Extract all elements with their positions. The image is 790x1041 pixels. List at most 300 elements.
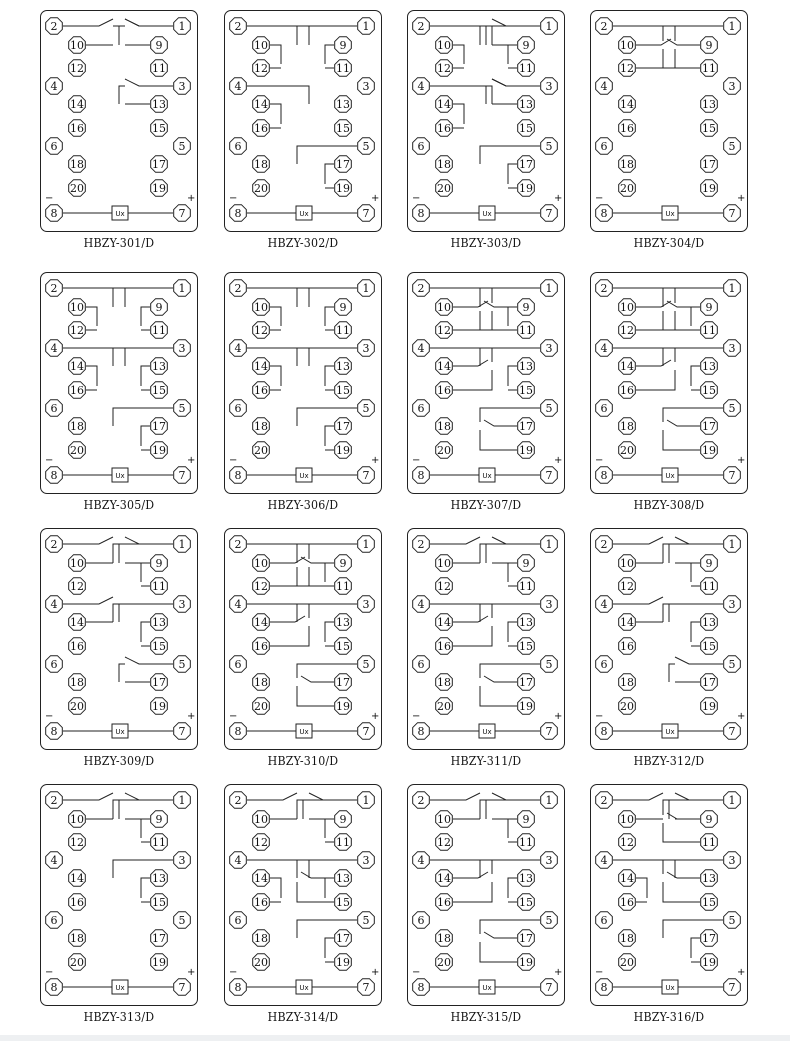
terminal-10	[253, 37, 270, 54]
terminal-15	[335, 894, 352, 911]
terminal-number: 12	[620, 324, 634, 337]
terminal-14	[69, 614, 86, 631]
terminal-12	[436, 322, 453, 339]
terminal-3	[541, 596, 558, 613]
terminal-number: 15	[152, 896, 166, 909]
terminal-number: 2	[50, 20, 58, 33]
terminal-17	[518, 418, 535, 435]
terminal-18	[619, 418, 636, 435]
terminal-number: 19	[519, 182, 533, 195]
terminal-9	[701, 299, 718, 316]
terminal-13	[701, 358, 718, 375]
terminal-diagram-panel	[40, 784, 198, 1006]
terminal-number: 14	[70, 616, 84, 629]
terminal-13	[518, 870, 535, 887]
terminal-number: 9	[522, 39, 530, 52]
terminal-9	[151, 299, 168, 316]
minus-sign: −	[412, 711, 421, 722]
terminal-number: 6	[600, 402, 608, 415]
terminal-number: 3	[545, 598, 553, 611]
terminal-18	[253, 156, 270, 173]
terminal-1	[724, 18, 741, 35]
terminal-2	[413, 792, 430, 809]
terminal-diagram-panel	[407, 10, 565, 232]
terminal-number: 3	[362, 598, 370, 611]
terminal-number: 19	[702, 182, 716, 195]
terminal-number: 10	[70, 301, 84, 314]
terminal-number: 3	[178, 854, 186, 867]
relay-model-card	[40, 10, 202, 260]
terminal-number: 2	[600, 794, 608, 807]
terminal-number: 9	[339, 301, 347, 314]
terminal-number: 12	[620, 580, 634, 593]
terminal-number: 17	[152, 420, 166, 433]
terminal-number: 7	[362, 725, 370, 738]
terminal-8	[46, 467, 63, 484]
terminal-18	[436, 156, 453, 173]
terminal-5	[541, 400, 558, 417]
terminal-16	[69, 120, 86, 137]
terminal-diagram-panel	[590, 528, 748, 750]
terminal-number: 3	[728, 854, 736, 867]
terminal-diagram-panel	[224, 528, 382, 750]
terminal-16	[436, 894, 453, 911]
terminal-5	[174, 400, 191, 417]
minus-sign: −	[412, 455, 421, 466]
terminal-10	[436, 811, 453, 828]
terminal-number: 16	[437, 896, 451, 909]
terminal-number: 7	[178, 725, 186, 738]
model-caption: HBZY-307/D	[450, 498, 522, 512]
terminal-number: 7	[545, 469, 553, 482]
terminal-10	[436, 37, 453, 54]
terminal-13	[518, 614, 535, 631]
terminal-number: 16	[254, 640, 268, 653]
terminal-16	[436, 382, 453, 399]
terminal-number: 17	[702, 420, 716, 433]
terminal-4	[413, 852, 430, 869]
terminal-12	[619, 578, 636, 595]
terminal-16	[253, 894, 270, 911]
terminal-16	[619, 120, 636, 137]
terminal-11	[335, 60, 352, 77]
coil-label: Ux	[115, 472, 125, 480]
relay-model-card	[40, 784, 202, 1034]
terminal-number: 15	[336, 122, 350, 135]
terminal-14	[436, 870, 453, 887]
terminal-number: 19	[702, 444, 716, 457]
terminal-10	[619, 811, 636, 828]
terminal-number: 19	[336, 700, 350, 713]
terminal-7	[358, 205, 375, 222]
coil	[63, 206, 173, 220]
terminal-number: 9	[155, 39, 163, 52]
terminal-number: 5	[728, 140, 736, 153]
terminal-1	[724, 280, 741, 297]
terminal-number: 20	[70, 444, 84, 457]
terminal-number: 10	[620, 301, 634, 314]
terminal-number: 15	[152, 640, 166, 653]
terminal-4	[596, 340, 613, 357]
terminal-number: 5	[362, 914, 370, 927]
terminal-number: 12	[254, 580, 268, 593]
terminal-number: 2	[234, 20, 242, 33]
terminal-5	[541, 912, 558, 929]
terminal-number: 5	[178, 658, 186, 671]
terminal-14	[619, 870, 636, 887]
terminal-2	[230, 18, 247, 35]
terminal-8	[230, 723, 247, 740]
terminal-diagram	[225, 273, 383, 495]
terminal-number: 18	[437, 158, 451, 171]
terminal-number: 17	[336, 676, 350, 689]
terminal-number: 12	[70, 836, 84, 849]
terminal-2	[230, 280, 247, 297]
terminal-number: 17	[519, 158, 533, 171]
terminal-number: 13	[519, 360, 533, 373]
terminal-number: 10	[254, 301, 268, 314]
terminal-diagram	[225, 11, 383, 233]
terminal-number: 14	[254, 872, 268, 885]
terminal-number: 3	[728, 598, 736, 611]
terminal-number: 10	[254, 813, 268, 826]
terminal-8	[596, 979, 613, 996]
terminal-number: 11	[519, 580, 533, 593]
plus-sign: +	[371, 711, 380, 722]
terminal-4	[596, 852, 613, 869]
relay-model-card	[40, 272, 202, 522]
plus-sign: +	[554, 711, 563, 722]
terminal-19	[518, 180, 535, 197]
terminal-3	[174, 340, 191, 357]
footer-band	[0, 1035, 790, 1041]
terminal-number: 13	[152, 98, 166, 111]
minus-sign: −	[45, 455, 54, 466]
coil	[430, 980, 540, 994]
terminal-number: 20	[254, 182, 268, 195]
terminal-number: 13	[519, 616, 533, 629]
terminal-number: 15	[519, 896, 533, 909]
terminal-number: 15	[519, 122, 533, 135]
terminal-number: 18	[437, 676, 451, 689]
terminal-number: 14	[620, 616, 634, 629]
terminal-number: 19	[519, 956, 533, 969]
terminal-19	[518, 442, 535, 459]
terminal-number: 18	[254, 932, 268, 945]
coil-label: Ux	[115, 728, 125, 736]
terminal-number: 11	[519, 324, 533, 337]
terminal-19	[335, 180, 352, 197]
coil	[247, 980, 357, 994]
coil-label: Ux	[482, 472, 492, 480]
terminal-diagram	[41, 11, 199, 233]
terminal-18	[619, 930, 636, 947]
terminal-12	[253, 578, 270, 595]
terminal-3	[174, 78, 191, 95]
terminal-number: 8	[600, 207, 608, 220]
terminal-2	[413, 18, 430, 35]
terminal-number: 16	[437, 384, 451, 397]
terminal-number: 18	[254, 420, 268, 433]
terminal-number: 8	[417, 725, 425, 738]
terminal-number: 1	[545, 794, 553, 807]
terminal-number: 16	[70, 640, 84, 653]
terminal-diagram	[591, 529, 749, 751]
plus-sign: +	[371, 455, 380, 466]
terminal-3	[724, 596, 741, 613]
terminal-number: 3	[545, 342, 553, 355]
terminal-number: 12	[254, 836, 268, 849]
coil-label: Ux	[482, 728, 492, 736]
terminal-number: 13	[519, 872, 533, 885]
coil	[63, 724, 173, 738]
terminal-number: 5	[362, 658, 370, 671]
terminal-number: 15	[336, 640, 350, 653]
terminal-number: 18	[437, 420, 451, 433]
terminal-diagram-panel	[590, 784, 748, 1006]
terminal-number: 18	[620, 676, 634, 689]
minus-sign: −	[229, 711, 238, 722]
terminal-6	[413, 400, 430, 417]
coil-label: Ux	[665, 728, 675, 736]
terminal-12	[69, 322, 86, 339]
terminal-number: 12	[437, 62, 451, 75]
terminal-20	[436, 442, 453, 459]
model-caption: HBZY-315/D	[450, 1010, 522, 1024]
terminal-20	[619, 954, 636, 971]
terminal-number: 16	[620, 896, 634, 909]
terminal-number: 16	[254, 896, 268, 909]
terminal-number: 9	[155, 301, 163, 314]
terminal-number: 19	[152, 444, 166, 457]
terminal-1	[174, 536, 191, 553]
terminal-number: 20	[437, 182, 451, 195]
terminal-20	[253, 698, 270, 715]
coil-label: Ux	[482, 210, 492, 218]
terminal-13	[151, 96, 168, 113]
terminal-number: 3	[362, 80, 370, 93]
terminal-7	[358, 467, 375, 484]
terminal-19	[335, 442, 352, 459]
terminal-17	[335, 156, 352, 173]
terminal-number: 17	[702, 158, 716, 171]
minus-sign: −	[45, 193, 54, 204]
terminal-number: 14	[254, 98, 268, 111]
terminal-16	[69, 638, 86, 655]
terminal-number: 19	[152, 956, 166, 969]
terminal-4	[230, 340, 247, 357]
terminal-number: 7	[178, 469, 186, 482]
coil	[613, 468, 723, 482]
terminal-number: 3	[178, 80, 186, 93]
terminal-diagram-panel	[407, 272, 565, 494]
terminal-15	[701, 894, 718, 911]
terminal-number: 12	[70, 324, 84, 337]
terminal-18	[436, 930, 453, 947]
terminal-number: 16	[70, 896, 84, 909]
terminal-13	[701, 614, 718, 631]
terminal-number: 9	[522, 301, 530, 314]
terminal-number: 12	[620, 62, 634, 75]
model-caption: HBZY-302/D	[267, 236, 339, 250]
terminal-9	[701, 811, 718, 828]
terminal-number: 6	[417, 658, 425, 671]
terminal-2	[413, 280, 430, 297]
terminal-diagram-panel	[224, 272, 382, 494]
terminal-5	[174, 656, 191, 673]
terminal-number: 17	[519, 420, 533, 433]
terminal-1	[541, 536, 558, 553]
terminal-3	[358, 340, 375, 357]
terminal-8	[46, 205, 63, 222]
minus-sign: −	[229, 193, 238, 204]
terminal-number: 14	[437, 872, 451, 885]
terminal-11	[518, 834, 535, 851]
terminal-16	[253, 638, 270, 655]
terminal-6	[230, 400, 247, 417]
terminal-diagram	[591, 785, 749, 1007]
terminal-4	[230, 852, 247, 869]
terminal-5	[358, 400, 375, 417]
minus-sign: −	[229, 967, 238, 978]
terminal-17	[151, 418, 168, 435]
model-caption: HBZY-308/D	[633, 498, 705, 512]
terminal-10	[619, 555, 636, 572]
terminal-19	[701, 180, 718, 197]
terminal-14	[69, 96, 86, 113]
terminal-number: 8	[417, 207, 425, 220]
terminal-number: 19	[702, 956, 716, 969]
terminal-number: 4	[417, 598, 425, 611]
terminal-number: 9	[522, 813, 530, 826]
relay-model-card	[224, 784, 386, 1034]
terminal-number: 7	[178, 981, 186, 994]
terminal-number: 9	[155, 813, 163, 826]
terminal-number: 20	[70, 182, 84, 195]
terminal-17	[518, 930, 535, 947]
terminal-number: 14	[437, 360, 451, 373]
terminal-4	[230, 78, 247, 95]
coil-label: Ux	[665, 984, 675, 992]
model-caption: HBZY-311/D	[450, 754, 522, 768]
terminal-17	[701, 418, 718, 435]
coil	[613, 980, 723, 994]
terminal-number: 2	[50, 282, 58, 295]
terminal-3	[541, 340, 558, 357]
terminal-15	[518, 120, 535, 137]
terminal-1	[174, 280, 191, 297]
terminal-diagram	[408, 11, 566, 233]
terminal-10	[619, 37, 636, 54]
terminal-12	[253, 834, 270, 851]
terminal-9	[151, 555, 168, 572]
terminal-15	[518, 894, 535, 911]
terminal-9	[518, 811, 535, 828]
terminal-16	[69, 894, 86, 911]
coil	[613, 206, 723, 220]
terminal-20	[436, 698, 453, 715]
terminal-3	[174, 852, 191, 869]
coil-label: Ux	[665, 210, 675, 218]
terminal-number: 12	[437, 324, 451, 337]
terminal-number: 8	[50, 207, 58, 220]
terminal-13	[518, 358, 535, 375]
model-caption: HBZY-309/D	[83, 754, 155, 768]
terminal-number: 1	[728, 538, 736, 551]
terminal-4	[596, 596, 613, 613]
terminal-number: 14	[437, 616, 451, 629]
terminal-6	[596, 138, 613, 155]
terminal-9	[151, 37, 168, 54]
terminal-13	[335, 358, 352, 375]
terminal-20	[619, 698, 636, 715]
terminal-3	[724, 852, 741, 869]
terminal-number: 10	[620, 557, 634, 570]
terminal-12	[619, 60, 636, 77]
terminal-4	[413, 340, 430, 357]
terminal-number: 1	[728, 794, 736, 807]
terminal-17	[335, 930, 352, 947]
terminal-number: 20	[254, 700, 268, 713]
terminal-8	[413, 723, 430, 740]
terminal-number: 14	[620, 98, 634, 111]
terminal-15	[518, 638, 535, 655]
terminal-19	[335, 954, 352, 971]
plus-sign: +	[187, 193, 196, 204]
terminal-18	[69, 930, 86, 947]
terminal-number: 4	[417, 80, 425, 93]
terminal-11	[151, 60, 168, 77]
terminal-6	[46, 400, 63, 417]
terminal-11	[518, 578, 535, 595]
terminal-7	[541, 467, 558, 484]
terminal-number: 13	[702, 360, 716, 373]
terminal-15	[335, 638, 352, 655]
terminal-number: 17	[519, 932, 533, 945]
terminal-5	[541, 138, 558, 155]
terminal-18	[69, 674, 86, 691]
terminal-number: 5	[362, 402, 370, 415]
terminal-number: 17	[336, 932, 350, 945]
terminal-5	[358, 656, 375, 673]
terminal-number: 6	[50, 914, 58, 927]
terminal-number: 17	[702, 932, 716, 945]
terminal-number: 4	[50, 598, 58, 611]
terminal-1	[174, 792, 191, 809]
terminal-number: 6	[600, 658, 608, 671]
terminal-number: 1	[178, 282, 186, 295]
terminal-number: 13	[702, 616, 716, 629]
terminal-11	[518, 60, 535, 77]
coil	[430, 206, 540, 220]
terminal-number: 1	[545, 282, 553, 295]
minus-sign: −	[229, 455, 238, 466]
plus-sign: +	[371, 193, 380, 204]
model-caption: HBZY-306/D	[267, 498, 339, 512]
plus-sign: +	[187, 967, 196, 978]
terminal-19	[151, 954, 168, 971]
terminal-10	[69, 37, 86, 54]
terminal-17	[701, 156, 718, 173]
terminal-number: 20	[437, 956, 451, 969]
terminal-number: 14	[254, 616, 268, 629]
terminal-number: 17	[152, 158, 166, 171]
terminal-number: 2	[417, 282, 425, 295]
terminal-13	[335, 870, 352, 887]
terminal-number: 4	[50, 80, 58, 93]
terminal-number: 1	[545, 20, 553, 33]
terminal-number: 7	[362, 981, 370, 994]
